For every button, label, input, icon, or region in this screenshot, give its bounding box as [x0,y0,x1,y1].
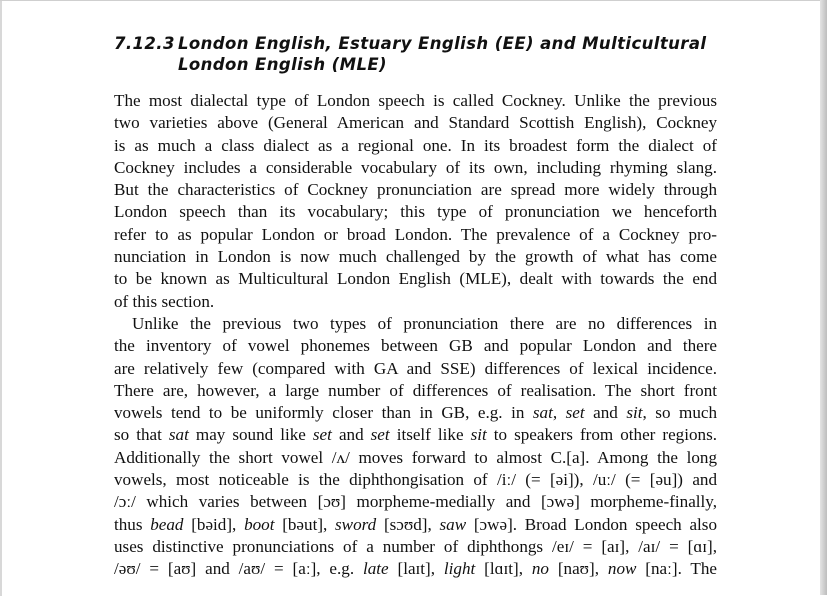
section-number: 7.12.3 [114,34,175,53]
text-run: [ɔwə]. Broad London speech also [466,514,717,534]
example-word-set: set [565,403,585,423]
text-run: , [552,403,566,423]
text-line: /ɔː/ which varies between [ɔʊ] morpheme-medially and [ɔwə] morpheme-finally, [114,492,717,512]
text-line: of this section. [114,291,215,311]
text-line: nunciation in London is now much challenged by the growth of what has come [114,247,717,267]
text-run: /əʊ/ = [aʊ] and /aʊ/ = [aː], e.g. [114,559,363,579]
text-line: vowels, most noticeable is the diphthongisation of /iː/ (= [əi]), /uː/ (= [əu]) and [114,470,717,490]
text-line: to be known as Multicultural London English (MLE), dealt with towards the end [114,269,717,289]
text-line: two varieties above (General American and Standard Scottish English), Cockney [114,113,717,133]
text-run: [sɔʊd], [376,514,440,534]
text-line: Cockney includes a considerable vocabulary of its own, including rhyming slang. [114,157,717,177]
text-run: [naʊ], [548,559,608,579]
example-word-light: light [443,559,476,579]
page-left-edge [0,1,2,596]
text-run: thus [114,514,151,534]
text-line: uses distinctive pronunciations of a number of diphthongs /eɪ/ = [aɪ], /aɪ/ = [ɑɪ], [114,536,717,556]
text-line [114,558,717,580]
text-run: [bəut], [274,514,336,534]
text-run: [naː]. The [636,559,717,579]
example-word-set: set [312,425,332,445]
paragraph-1 [114,90,717,313]
example-word-sit: sit [470,425,487,445]
text-run: and [584,403,627,423]
example-word-late: late [363,559,389,579]
text-run: and [331,425,371,445]
text-run: so that [114,425,169,445]
text-line: Unlike the previous two types of pronunciation there are no differences in [132,313,717,333]
text-line: There are, however, a large number of differences of realisation. The short front [114,380,717,400]
example-word-sat: sat [532,403,553,423]
text-run: [laɪt], [388,559,444,579]
text-run: itself like [389,425,471,445]
example-word-no: no [531,559,549,579]
section-title-line-1: London English, Estuary English (EE) and Multicultural [178,34,707,53]
text-run: may sound like [188,425,313,445]
text-line [114,424,717,446]
example-word-sword: sword [335,514,377,534]
example-word-now: now [607,559,637,579]
text-run: vowels tend to be uniformly closer than in GB, e.g. in [114,403,533,423]
text-line: Additionally the short vowel /ʌ/ moves forward to almost C.[a]. Among the long [114,447,717,467]
example-word-bead: bead [150,514,184,534]
text-line: The most dialectal type of London speech is called Cockney. Unlike the previous [114,91,717,110]
section-title-line-2: London English (MLE) [178,55,387,74]
text-line: is as much a class dialect as a regional one. In its broadest form the dialect of [114,135,717,155]
example-word-set: set [370,425,390,445]
text-line [114,514,717,536]
paragraph-2 [114,313,717,581]
text-run: to speakers from other regions. [486,425,717,445]
example-word-boot: boot [244,514,275,534]
example-word-sit: sit [626,403,643,423]
text-line [114,402,717,424]
text-run: [lɑɪt], [475,559,532,579]
text-line: But the characteristics of Cockney pronunciation are spread more widely through [114,180,717,200]
viewer-right-edge [820,0,827,595]
text-line: the inventory of vowel phonemes between GB and popular London and there [114,336,717,356]
example-word-sat: sat [168,425,189,445]
example-word-saw: saw [439,514,467,534]
text-line: refer to as popular London or broad London. The prevalence of a Cockney pro- [114,224,717,244]
text-line: London speech than its vocabulary; this type of pronunciation we henceforth [114,202,717,222]
body-text [114,90,717,581]
section-heading [114,33,734,75]
text-line: are relatively few (compared with GA and SSE) differences of lexical incidence. [114,358,717,378]
text-run: , so much [642,403,718,423]
text-run: [bəid], [183,514,245,534]
